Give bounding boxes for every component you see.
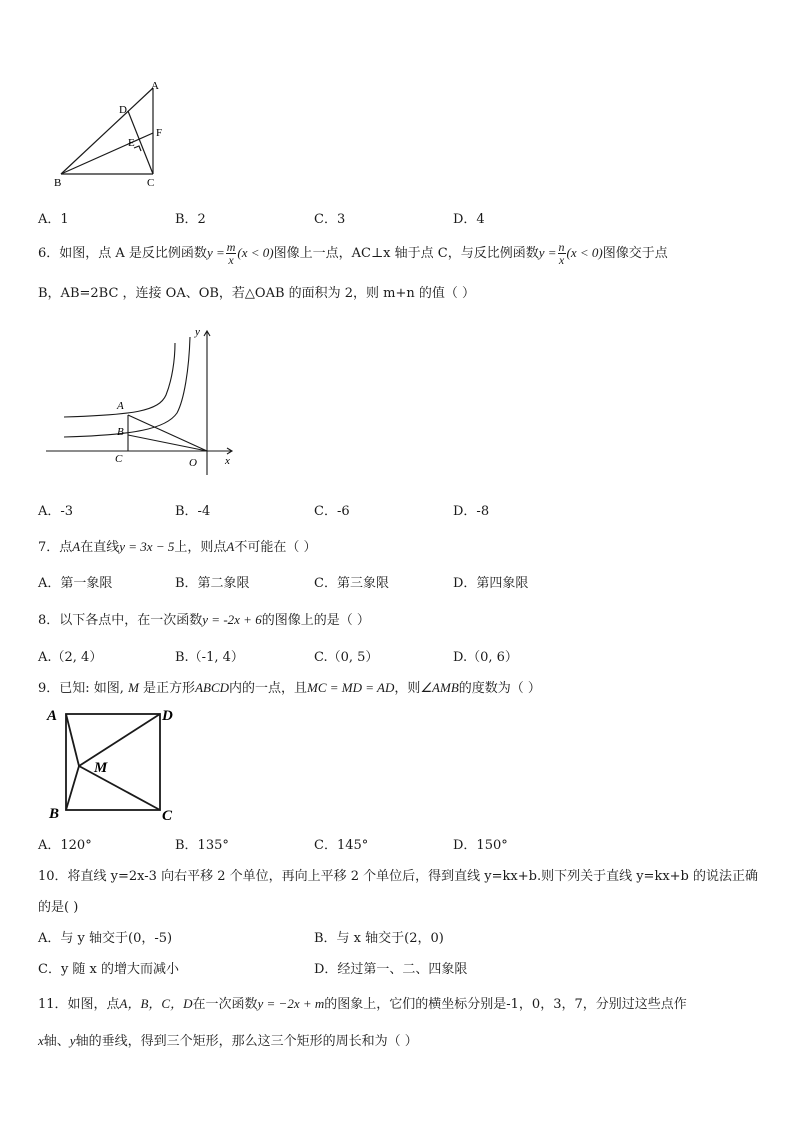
q8-stem xyxy=(38,609,370,628)
q8-text-1: 8．以下各点中，在一次函数 xyxy=(38,613,203,628)
fig6-label-y: y xyxy=(195,326,200,338)
q6-option-a[interactable]: A．-3 xyxy=(38,504,74,519)
q9-square: ABCD xyxy=(195,680,230,695)
q11-text-1: 11．如图，点 xyxy=(38,997,120,1012)
q6-cond1: (x < 0) xyxy=(237,245,274,260)
q11-text-4: 轴、 xyxy=(43,1034,70,1049)
q9-equation: MC = MD = AD xyxy=(307,680,395,695)
q7-option-a[interactable]: A．第一象限 xyxy=(38,576,113,591)
fig6-label-c: C xyxy=(115,453,123,465)
q7-point-a: A xyxy=(72,539,81,554)
q6-line1 xyxy=(38,240,668,267)
q10-option-c[interactable]: C．y 随 x 的增大而减小 xyxy=(38,962,180,977)
q9-option-c[interactable]: C．145° xyxy=(314,838,369,853)
q6-text-3: 图像交于点 xyxy=(602,246,668,261)
q9-angle: ∠AMB xyxy=(420,680,459,695)
q10-option-a[interactable]: A．与 y 轴交于(0，-5) xyxy=(38,931,173,946)
q9-text-5: 的度数为（ ） xyxy=(458,681,541,696)
q6-text-2: 图像上一点，AC⊥x 轴于点 C，与反比例函数 xyxy=(273,246,539,261)
q7-text-2: 在直线 xyxy=(80,540,120,555)
q7-equation: y = 3x − 5 xyxy=(119,539,175,554)
q6-option-b[interactable]: B．-4 xyxy=(175,504,211,519)
q8-option-c[interactable]: C.（0, 5） xyxy=(314,650,379,665)
q7-option-c[interactable]: C．第三象限 xyxy=(314,576,389,591)
q10-option-b[interactable]: B．与 x 轴交于(2，0) xyxy=(314,931,444,946)
fig6-label-b: B xyxy=(117,426,124,438)
q11-text-5: 轴的垂线，得到三个矩形，那么这三个矩形的周长和为（ ） xyxy=(75,1034,418,1049)
q11-line1 xyxy=(38,993,687,1012)
fig9-label-m: M xyxy=(94,760,108,776)
q6-frac-m-den: x xyxy=(228,253,234,267)
q6-eq1: y = xyxy=(206,245,225,260)
q7-text-1: 7．点 xyxy=(38,540,73,555)
triangle-figure-q5 xyxy=(50,78,180,190)
fig6-label-o: O xyxy=(189,457,197,469)
q11-equation: y = −2x + m xyxy=(257,996,325,1011)
q9-text-4: ，则 xyxy=(394,681,421,696)
q6-fraction-n xyxy=(558,241,566,266)
q11-x-axis: x xyxy=(38,1033,44,1048)
q7-text-3: 上，则点 xyxy=(174,540,227,555)
fig5-label-c: C xyxy=(147,177,155,189)
q6-frac-m-num: m xyxy=(226,240,236,254)
q9-option-d[interactable]: D．150° xyxy=(453,838,508,853)
q6-cond2: (x < 0) xyxy=(566,245,603,260)
q5-option-d[interactable]: D．4 xyxy=(453,212,485,227)
square-figure-q9 xyxy=(44,704,184,824)
q6-fraction-m xyxy=(226,241,237,266)
q6-option-c[interactable]: C．-6 xyxy=(314,504,350,519)
fig9-label-d: D xyxy=(162,708,173,724)
q5-option-a[interactable]: A．1 xyxy=(38,212,69,227)
q9-text-1: 9．已知: 如图, xyxy=(38,681,124,696)
q8-option-a[interactable]: A.（2, 4） xyxy=(38,650,103,665)
q5-option-c[interactable]: C．3 xyxy=(314,212,346,227)
q11-text-3: 的图象上，它们的横坐标分别是-1，0，3，7，分别过这些点作 xyxy=(324,997,687,1012)
q6-frac-n-den: x xyxy=(558,253,565,267)
fig6-label-a: A xyxy=(117,400,124,412)
fig5-label-e: E xyxy=(128,137,135,149)
q8-option-d[interactable]: D.（0, 6） xyxy=(453,650,518,665)
q6-line2: B，AB=2BC ，连接 OA、OB，若△OAB 的面积为 2，则 m+n 的值（ ） xyxy=(38,286,476,301)
q11-points: A，B，C，D xyxy=(119,996,193,1011)
q7-point-a-2: A xyxy=(226,539,235,554)
fig6-label-x: x xyxy=(225,455,230,467)
q9-option-b[interactable]: B．135° xyxy=(175,838,229,853)
q6-text-1: 6．如图，点 A 是反比例函数 xyxy=(38,246,207,261)
q10-option-d[interactable]: D．经过第一、二、四象限 xyxy=(314,962,468,977)
fig5-label-d: D xyxy=(119,104,127,116)
q10-line2: 的是( ) xyxy=(38,900,79,915)
q7-stem xyxy=(38,536,316,555)
fig9-label-b: B xyxy=(49,806,60,822)
q9-point-m: M xyxy=(128,680,139,695)
q5-option-b[interactable]: B．2 xyxy=(175,212,206,227)
q8-equation: y = -2x + 6 xyxy=(202,612,262,627)
fig5-label-b: B xyxy=(54,177,62,189)
q9-stem xyxy=(38,677,541,696)
q9-option-a[interactable]: A．120° xyxy=(38,838,92,853)
q11-line2 xyxy=(38,1030,418,1049)
fig9-label-c: C xyxy=(162,808,173,824)
q6-eq2: y = xyxy=(538,245,557,260)
q7-text-4: 不可能在（ ） xyxy=(234,540,317,555)
q10-line1: 10．将直线 y=2x-3 向右平移 2 个单位，再向上平移 2 个单位后，得到直线 y=kx+b.则下列关于直线 y=kx+b 的说法正确 xyxy=(38,869,759,884)
q9-text-2: 是正方形 xyxy=(143,681,196,696)
q7-option-b[interactable]: B．第二象限 xyxy=(175,576,250,591)
fig5-label-a: A xyxy=(151,80,159,92)
q9-text-3: 内的一点，且 xyxy=(229,681,308,696)
q11-y-axis: y xyxy=(69,1033,76,1048)
hyperbola-figure-q6 xyxy=(44,325,244,480)
q7-option-d[interactable]: D．第四象限 xyxy=(453,576,529,591)
fig9-label-a: A xyxy=(47,708,58,724)
fig5-label-f: F xyxy=(156,127,163,139)
q6-option-d[interactable]: D．-8 xyxy=(453,504,490,519)
q6-frac-n-num: n xyxy=(558,240,565,254)
q8-option-b[interactable]: B.（-1, 4） xyxy=(175,650,244,665)
q8-text-2: 的图像上的是（ ） xyxy=(261,613,370,628)
q11-text-2: 在一次函数 xyxy=(192,997,258,1012)
